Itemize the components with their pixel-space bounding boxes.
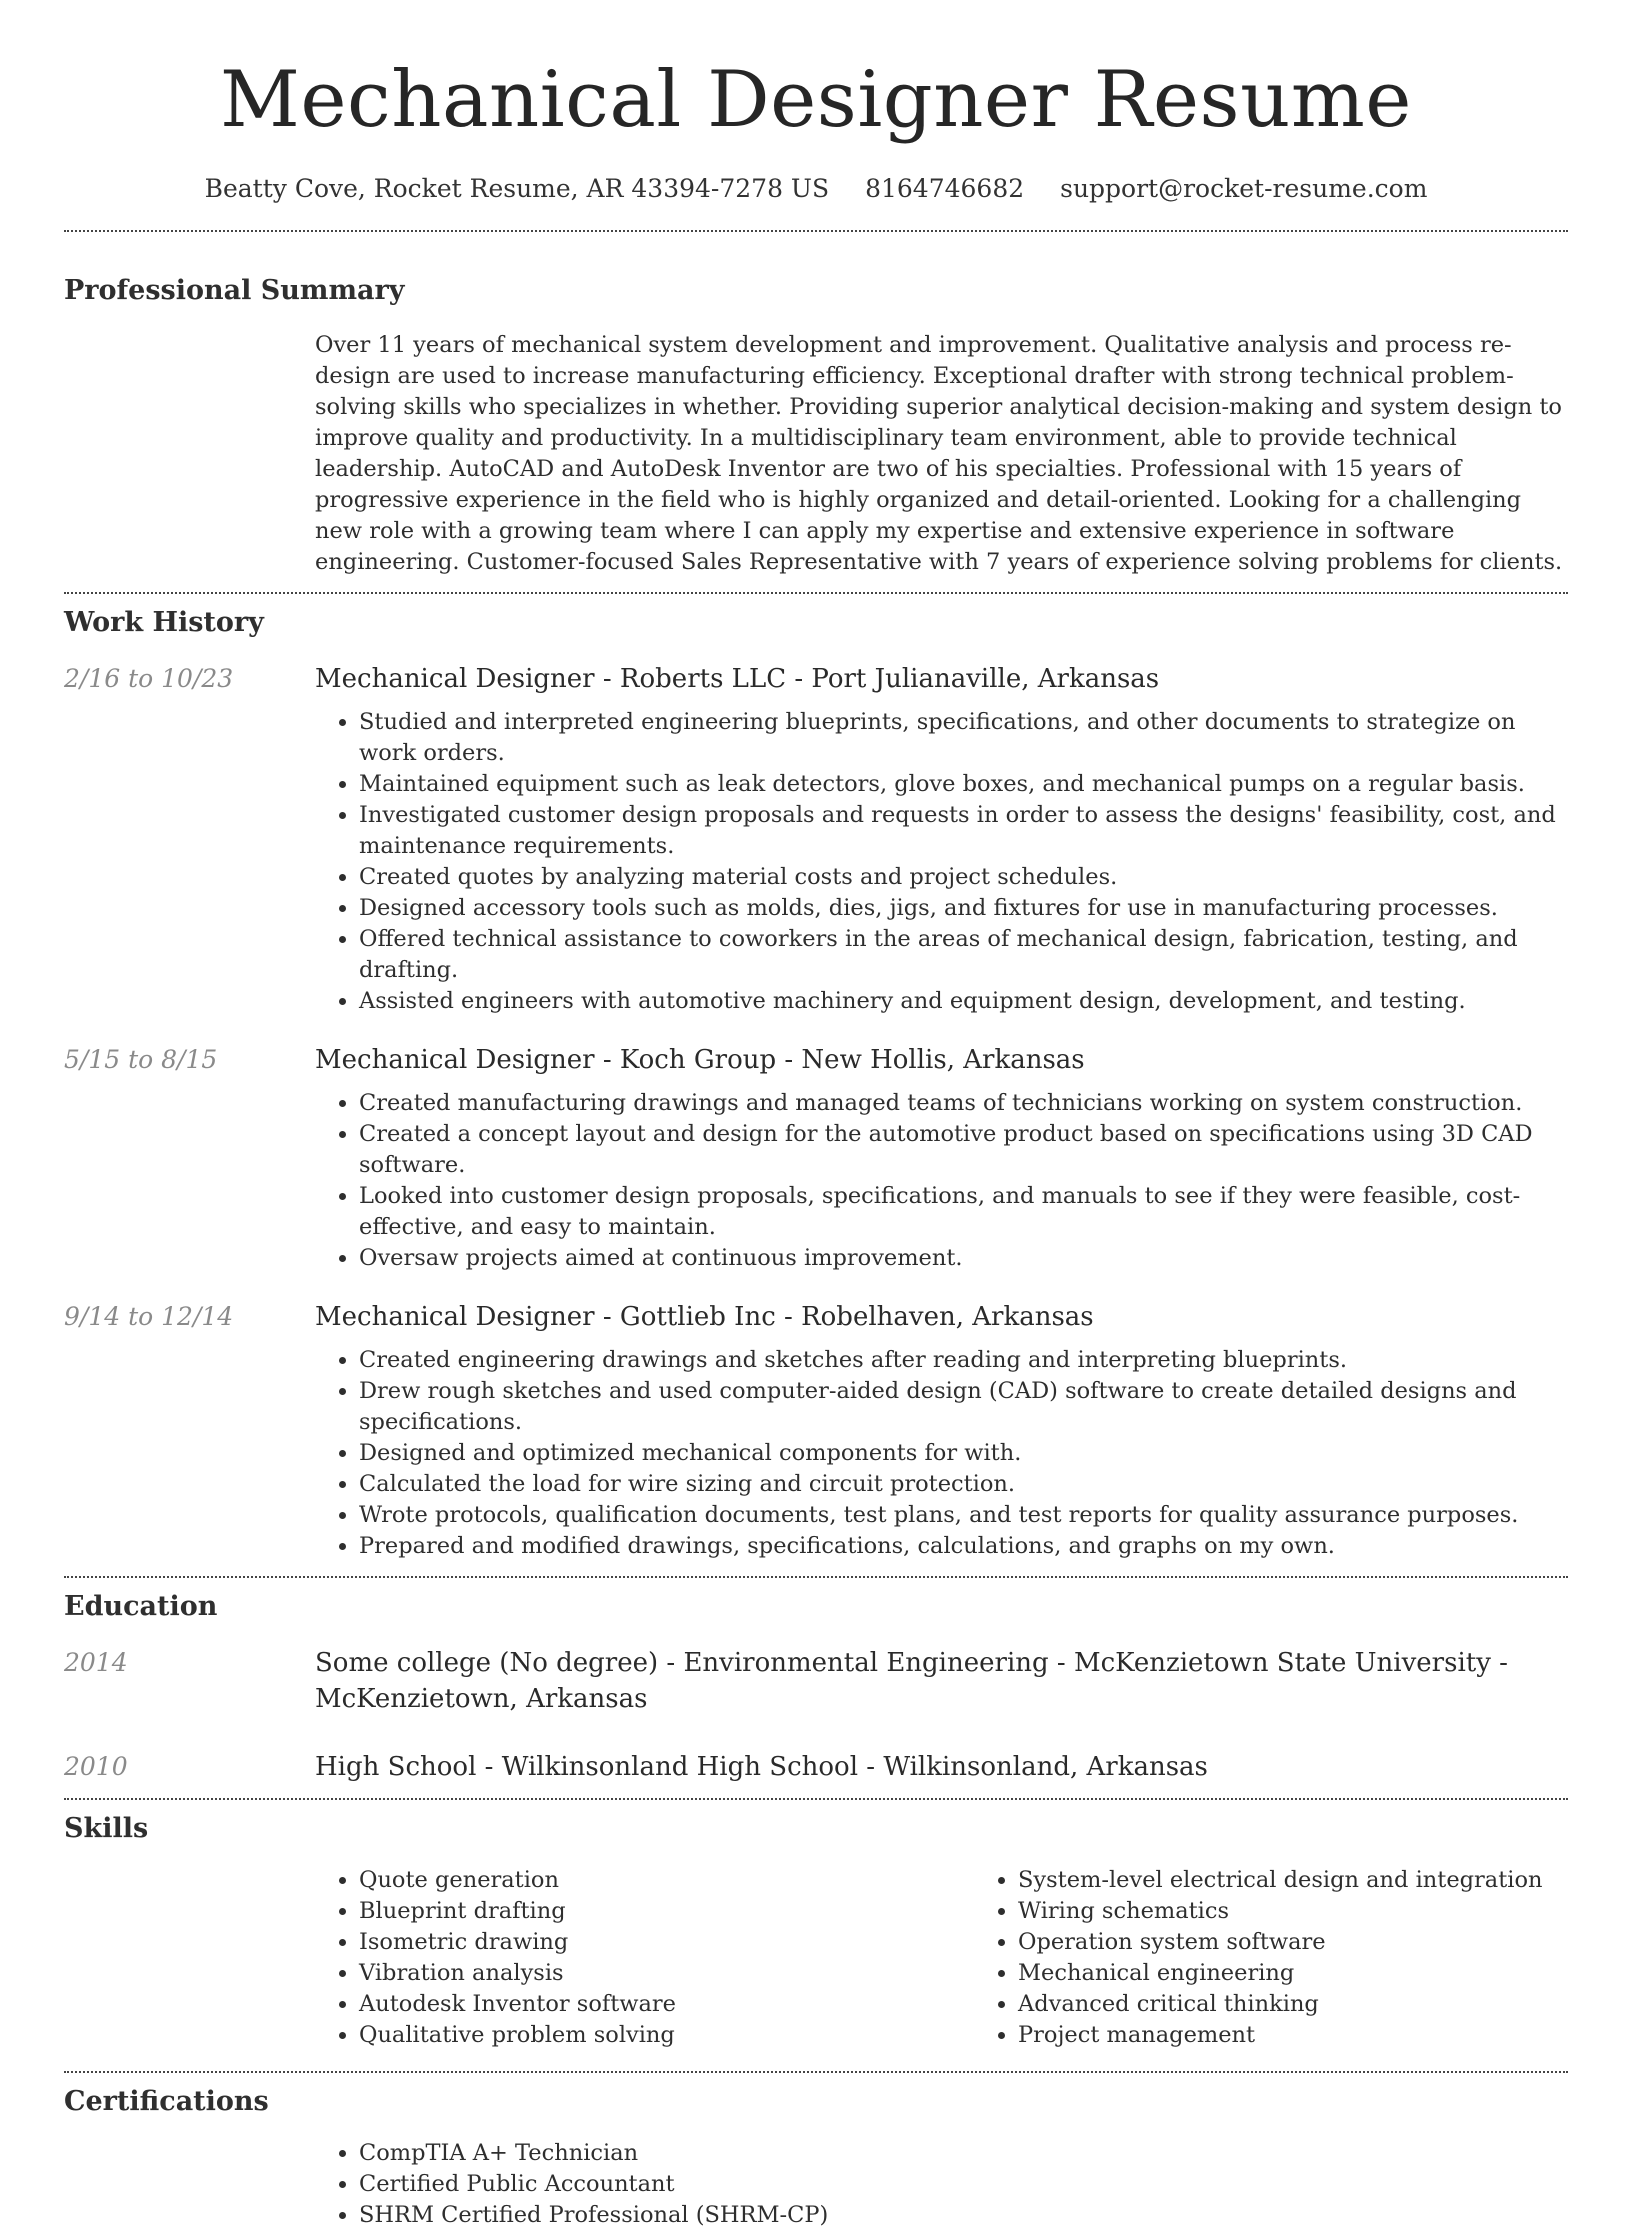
summary-text: Over 11 years of mechanical system development and improvement. Qualitative analysis and process re-design are used to increase manufacturing efficiency. Exceptional drafter with strong technical problem-solving skills who specializes in whether. Providing superior analytical decision-making and system design to improve quality and productivity. In a multidisciplinary team environment, able to provide technical leadership. AutoCAD and AutoDesk Inventor are two of his specialties. Professional with 15 years of progressive experience in the field who is highly organized and detail-oriented. Looking for a challenging new role with a growing team where I can apply my expertise and extensive experience in software engineering. Customer-focused Sales Representative with 7 years of experience solving problems for clients. [315,332,1563,575]
contact-address: Beatty Cove, Rocket Resume, AR 43394-7278 US [204,174,830,203]
certification-item: • Certified Public Accountant [359,2169,1568,2200]
job-title: Mechanical Designer - Gottlieb Inc - Robelhaven, Arkansas [315,1302,1094,1332]
list-item: • Drew rough sketches and used computer-aided design (CAD) software to create detailed designs and specifications. [359,1376,1568,1438]
skill-item: • Isometric drawing [359,1927,974,1958]
divider [64,2071,1568,2073]
certifications-section [64,2083,1568,2231]
job-dates: 5/15 to 8/15 [64,1045,218,1074]
divider [64,230,1568,232]
list-item: • Created quotes by analyzing material costs and project schedules. [359,862,1568,893]
contact-phone: 8164746682 [865,174,1025,203]
job-dates: 9/14 to 12/14 [64,1302,234,1331]
divider [64,1798,1568,1800]
list-item: • Created engineering drawings and sketches after reading and interpreting blueprints. [359,1345,1568,1376]
skill-item: • Project management [1018,2020,1632,2051]
section-heading-education: Education [64,1591,218,1622]
skill-item: • Vibration analysis [359,1958,974,1989]
list-item: • Looked into customer design proposals, specifications, and manuals to see if they were feasible, cost-effective, and easy to maintain. [359,1181,1568,1243]
divider [64,592,1568,594]
divider [64,1576,1568,1578]
resume-title: Mechanical Designer Resume [220,55,1412,145]
skill-item: • Blueprint drafting [359,1896,974,1927]
certification-item: • CompTIA A+ Technician [359,2138,1568,2169]
list-item: • Designed and optimized mechanical components for with. [359,1438,1568,1469]
skill-item: • Mechanical engineering [1018,1958,1632,1989]
contact-email: support@rocket-resume.com [1060,174,1428,203]
skill-item: • Operation system software [1018,1927,1632,1958]
skills-list-left [315,1865,974,2051]
education-title: Some college (No degree) - Environmental Engineering - McKenzietown State University - McKenzietown, Arkansas [315,1648,1508,1714]
skill-item: • Quote generation [359,1865,974,1896]
list-item: • Offered technical assistance to coworkers in the areas of mechanical design, fabrication, testing, and drafting. [359,924,1568,986]
skill-item: • Wiring schematics [1018,1896,1632,1927]
list-item: • Designed accessory tools such as molds, dies, jigs, and fixtures for use in manufacturing processes. [359,893,1568,924]
certifications-list [315,2138,1568,2231]
skills-list-right [974,1865,1632,2051]
resume-page [64,0,1568,2231]
education-year: 2014 [64,1648,128,1677]
job-entry [64,1299,1568,1562]
skills-grid [315,1865,1568,2051]
skill-item: • Qualitative problem solving [359,2020,974,2051]
job-entry [64,1042,1568,1274]
section-heading-certifications: Certifications [64,2086,269,2117]
job-bullets [315,1088,1568,1274]
list-item: • Calculated the load for wire sizing and circuit protection. [359,1469,1568,1500]
list-item: • Created a concept layout and design for the automotive product based on specifications using 3D CAD software. [359,1119,1568,1181]
job-dates: 2/16 to 10/23 [64,664,234,693]
skill-item: • Advanced critical thinking [1018,1989,1632,2020]
contact-line [64,172,1568,206]
summary-section [64,272,1568,578]
list-item: • Investigated customer design proposals and requests in order to assess the designs' feasibility, cost, and maintenance requirements. [359,800,1568,862]
list-item: • Wrote protocols, qualification documents, test plans, and test reports for quality assurance purposes. [359,1500,1568,1531]
education-section [64,1588,1568,1785]
education-entry [64,1645,1568,1717]
list-item: • Created manufacturing drawings and managed teams of technicians working on system construction. [359,1088,1568,1119]
section-heading-skills: Skills [64,1813,149,1844]
skill-item: • Autodesk Inventor software [359,1989,974,2020]
list-item: • Prepared and modified drawings, specifications, calculations, and graphs on my own. [359,1531,1568,1562]
certification-item: • SHRM Certified Professional (SHRM-CP) [359,2200,1568,2231]
education-entry [64,1749,1568,1785]
skill-item: • System-level electrical design and integration [1018,1865,1632,1896]
list-item: • Assisted engineers with automotive machinery and equipment design, development, and testing. [359,986,1568,1017]
list-item: • Oversaw projects aimed at continuous improvement. [359,1243,1568,1274]
work-history-section [64,604,1568,1562]
section-heading-summary: Professional Summary [64,275,405,306]
section-heading-work: Work History [64,607,264,638]
job-title: Mechanical Designer - Koch Group - New Hollis, Arkansas [315,1045,1085,1075]
skills-section [64,1810,1568,2051]
list-item: • Maintained equipment such as leak detectors, glove boxes, and mechanical pumps on a regular basis. [359,769,1568,800]
job-entry [64,661,1568,1017]
list-item: • Studied and interpreted engineering blueprints, specifications, and other documents to strategize on work orders. [359,707,1568,769]
education-title: High School - Wilkinsonland High School - Wilkinsonland, Arkansas [315,1752,1208,1782]
job-bullets [315,1345,1568,1562]
job-bullets [315,707,1568,1017]
job-title: Mechanical Designer - Roberts LLC - Port Julianaville, Arkansas [315,664,1160,694]
education-year: 2010 [64,1752,128,1781]
